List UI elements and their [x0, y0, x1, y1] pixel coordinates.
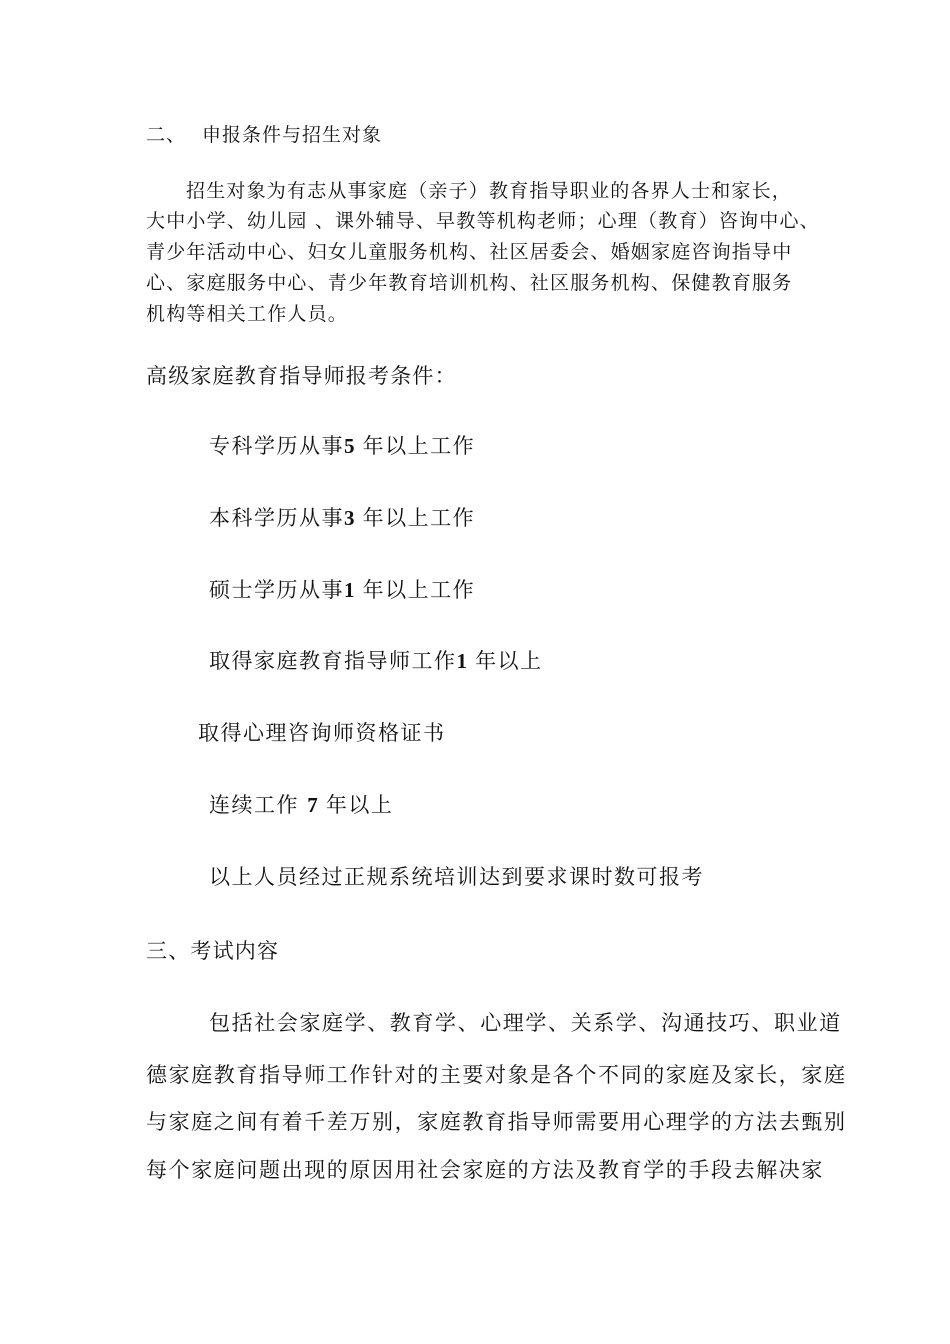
condition-item — [209, 574, 475, 604]
section-2-number: 二、 — [146, 124, 187, 146]
condition-item — [209, 861, 704, 891]
condition-item — [209, 645, 543, 675]
intro-line: 招生对象为有志从事家庭（亲子）教育指导职业的各界人士和家长， — [186, 180, 793, 202]
intro-line: 青少年活动中心、妇女儿童服务机构、社区居委会、婚姻家庭咨询指导中 — [146, 241, 793, 263]
condition-text: 专科学历从事 — [209, 434, 344, 458]
condition-item — [209, 789, 393, 819]
content-line: 德家庭教育指导师工作针对的主要对象是各个不同的家庭及家长，家庭 — [146, 1063, 847, 1087]
condition-text: 取得家庭教育指导师工作 — [209, 649, 457, 673]
condition-text: 本科学历从事 — [209, 506, 344, 530]
condition-text: 年以上 — [317, 793, 394, 817]
condition-item — [198, 717, 446, 747]
condition-number: 5 — [344, 434, 355, 458]
condition-text: 以上人员经过正规系统培训达到要求课时数可报考 — [209, 865, 704, 889]
condition-number: 7 — [307, 793, 318, 817]
condition-text: 硕士学历从事 — [209, 578, 344, 602]
condition-text: 年以上工作 — [354, 434, 476, 458]
condition-text: 年以上工作 — [354, 578, 476, 602]
content-line: 包括社会家庭学、教育学、心理学、关系学、沟通技巧、职业道 — [209, 1011, 842, 1035]
condition-number: 1 — [456, 649, 467, 673]
condition-number: 1 — [344, 578, 355, 602]
section-2-title: 申报条件与招生对象 — [202, 124, 383, 146]
condition-number: 3 — [344, 506, 355, 530]
content-line: 与家庭之间有着千差万别，家庭教育指导师需要用心理学的方法去甄别 — [146, 1110, 847, 1134]
section-2-heading — [146, 120, 382, 147]
intro-line: 心、家庭服务中心、青少年教育培训机构、社区服务机构、保健教育服务 — [146, 272, 793, 294]
content-line: 每个家庭问题出现的原因用社会家庭的方法及教育学的手段去解决家 — [146, 1158, 824, 1182]
intro-line: 大中小学、幼儿园 、课外辅导、早教等机构老师；心理（教育）咨询中心、 — [146, 210, 820, 232]
condition-item — [209, 502, 475, 532]
condition-item — [209, 430, 475, 460]
condition-text: 取得心理咨询师资格证书 — [198, 721, 446, 745]
condition-text: 年以上工作 — [354, 506, 476, 530]
condition-text: 连续工作 — [209, 793, 308, 817]
intro-line: 机构等相关工作人员。 — [146, 303, 349, 325]
advanced-conditions-heading: 高级家庭教育指导师报考条件： — [146, 364, 457, 388]
condition-text: 年以上 — [467, 649, 543, 673]
section-3-heading: 三、考试内容 — [146, 939, 280, 963]
